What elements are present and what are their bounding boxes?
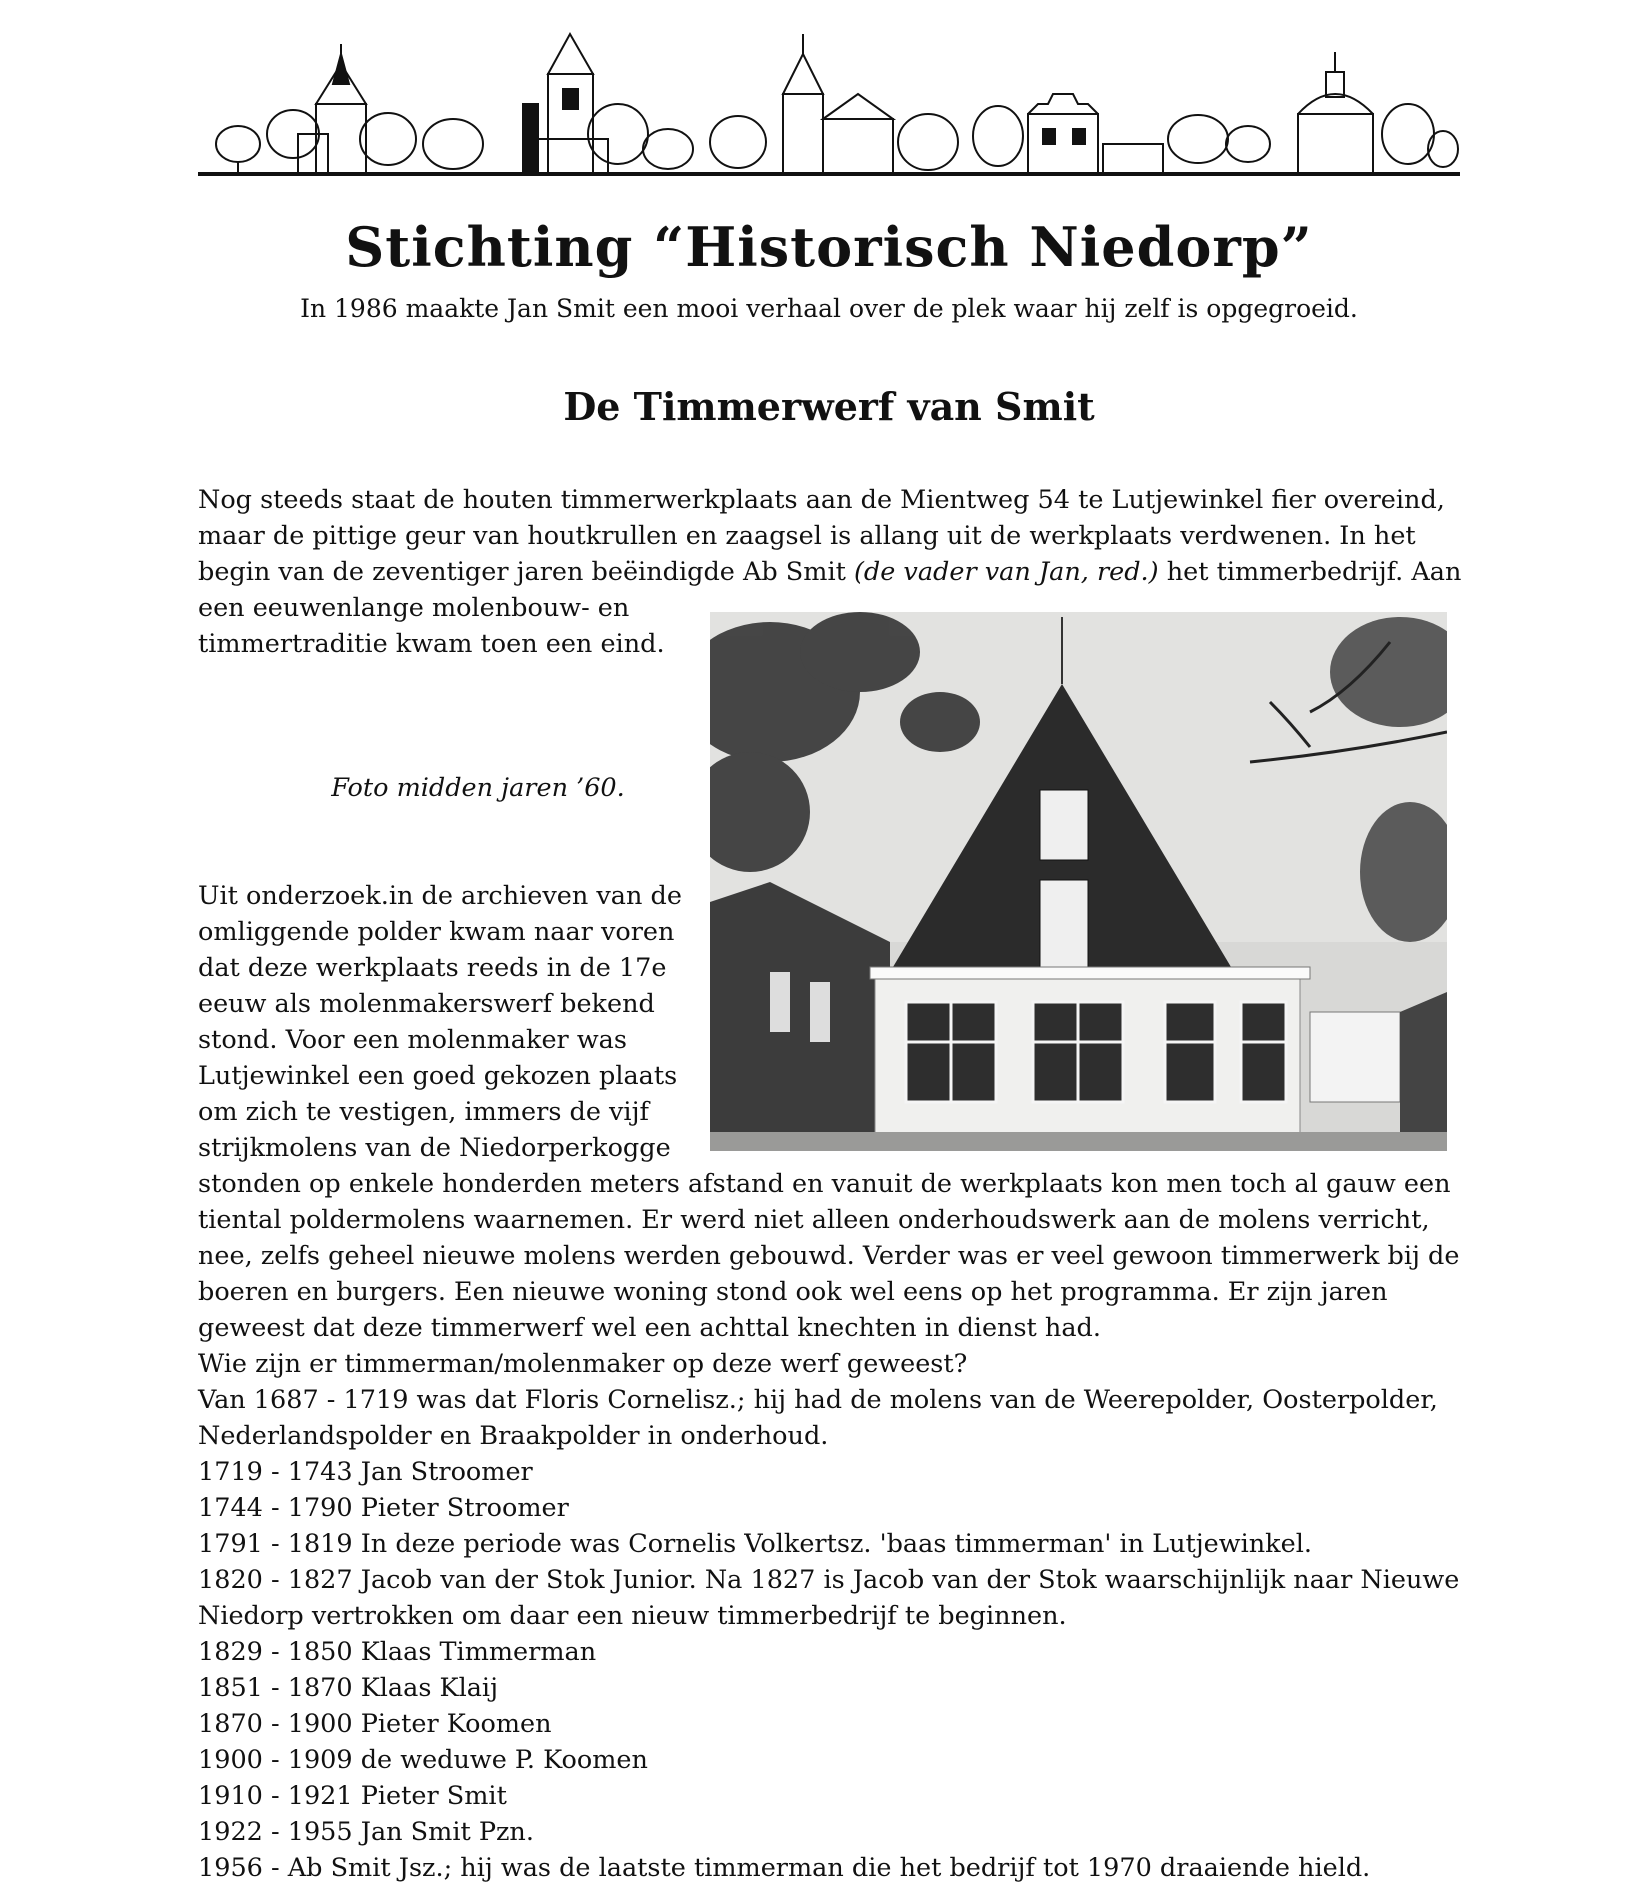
body-line: strijkmolens van de Niedorperkogge: [198, 1133, 671, 1163]
timeline-entry: 1851 - 1870 Klaas Klaij: [198, 1673, 498, 1703]
timeline-entry: 1910 - 1921 Pieter Smit: [198, 1781, 507, 1811]
body-line: eeuw als molenmakerswerf bekend: [198, 989, 655, 1019]
timeline-entry: 1829 - 1850 Klaas Timmerman: [198, 1637, 597, 1667]
intro-line: [198, 554, 1461, 590]
body-line: Nederlandspolder en Braakpolder in onderhoud.: [198, 1421, 829, 1451]
timeline-entry: 1820 - 1827 Jacob van der Stok Junior. Na 1827 is Jacob van der Stok waarschijnlijk naar Nieuwe: [198, 1565, 1460, 1595]
article-heading: De Timmerwerf van Smit: [563, 384, 1095, 429]
body-line: nee, zelfs geheel nieuwe molens werden gebouwd. Verder was er veel gewoon timmerwerk bij de: [198, 1241, 1460, 1271]
narrow-paragraph: [198, 878, 682, 1166]
intro-line-text: het timmerbedrijf. Aan: [1158, 557, 1462, 587]
workshop-photo: [710, 612, 1447, 1151]
body-line: Uit onderzoek.in de archieven van de: [198, 881, 682, 911]
intro-line: Nog steeds staat de houten timmerwerkplaats aan de Mientweg 54 te Lutjewinkel fier overeind,: [198, 485, 1445, 515]
timeline-entry: 1922 - 1955 Jan Smit Pzn.: [198, 1817, 534, 1847]
timeline-entry: 1870 - 1900 Pieter Koomen: [198, 1709, 552, 1739]
body-line: stond. Voor een molenmaker was: [198, 1025, 627, 1055]
body-line: omliggende polder kwam naar voren: [198, 917, 675, 947]
timeline-entry: 1744 - 1790 Pieter Stroomer: [198, 1493, 569, 1523]
body-line: Van 1687 - 1719 was dat Floris Cornelisz.; hij had de molens van de Weerepolder, Oosterpolder,: [198, 1385, 1438, 1415]
body-line: stonden op enkele honderden meters afstand en vanuit de werkplaats kon men toch al gauw een: [198, 1169, 1451, 1199]
timeline-entry: 1956 - Ab Smit Jsz.; hij was de laatste timmerman die het bedrijf tot 1970 draaiende hield.: [198, 1853, 1371, 1883]
body-line: Lutjewinkel een goed gekozen plaats: [198, 1061, 678, 1091]
photo-caption: Foto midden jaren ’60.: [331, 773, 625, 803]
body-line: Wie zijn er timmerman/molenmaker op deze werf geweest?: [198, 1349, 968, 1379]
wide-paragraph: [198, 1166, 1459, 1886]
timeline-entry: 1719 - 1743 Jan Stroomer: [198, 1457, 533, 1487]
intro-paragraph: [198, 482, 1461, 590]
intro-line: timmertraditie kwam toen een eind.: [198, 629, 665, 659]
intro-line-text: begin van de zeventiger jaren beëindigde Ab Smit: [198, 557, 854, 587]
intro-line: een eeuwenlange molenbouw- en: [198, 593, 630, 623]
body-line: geweest dat deze timmerwerf wel een achttal knechten in dienst had.: [198, 1313, 1101, 1343]
page-subtitle: In 1986 maakte Jan Smit een mooi verhaal over de plek waar hij zelf is opgegroeid.: [300, 294, 1358, 323]
body-line: tiental poldermolens waarnemen. Er werd niet alleen onderhoudswerk aan de molens verricht,: [198, 1205, 1430, 1235]
village-skyline-illustration: [198, 24, 1460, 184]
timeline-entry: 1900 - 1909 de weduwe P. Koomen: [198, 1745, 648, 1775]
body-line: dat deze werkplaats reeds in de 17e: [198, 953, 667, 983]
page-title: Stichting “Historisch Niedorp”: [345, 215, 1313, 279]
intro-paragraph-tail: [198, 590, 665, 662]
timeline-entry: 1791 - 1819 In deze periode was Cornelis Volkertsz. 'baas timmerman' in Lutjewinkel.: [198, 1529, 1312, 1559]
body-line: om zich te vestigen, immers de vijf: [198, 1097, 649, 1127]
body-line: boeren en burgers. Een nieuwe woning stond ook wel eens op het programma. Er zijn jaren: [198, 1277, 1388, 1307]
timeline-entry: Niedorp vertrokken om daar een nieuw timmerbedrijf te beginnen.: [198, 1601, 1067, 1631]
editor-note: (de vader van Jan, red.): [853, 557, 1159, 587]
intro-line: maar de pittige geur van houtkrullen en zaagsel is allang uit de werkplaats verdwenen. In het: [198, 521, 1416, 551]
